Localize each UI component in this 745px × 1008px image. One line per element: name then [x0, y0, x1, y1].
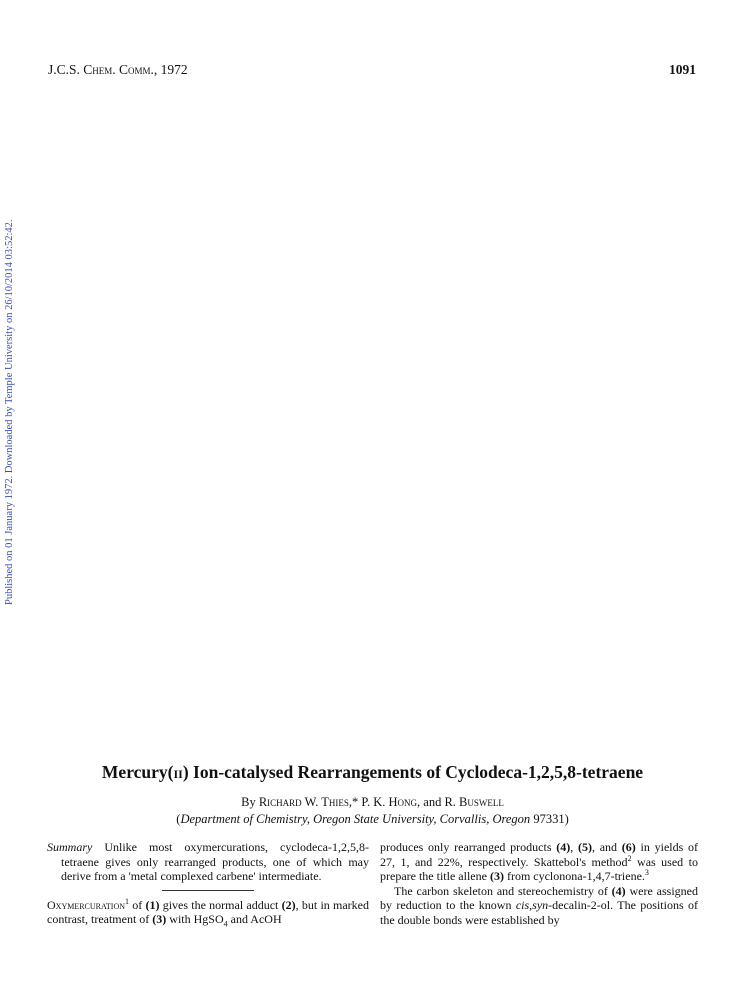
author-affiliation: (Department of Chemistry, Oregon State University, Corvallis, Oregon 97331): [176, 812, 569, 826]
section-divider: [162, 890, 254, 891]
body-paragraph: Oxymercuration$^1$ of (1) gives the normal adduct (2), but in marked contrast, treatment of (3) with HgSO$_4$ and AcOH: [47, 896, 369, 929]
left-column: [47, 840, 369, 932]
right-column: [380, 840, 698, 927]
body-paragraph: produces only rearranged products (4), (5), and (6) in yields of 27, 1, and 22%, respectively. Skattebol's method$^2$ was used to prepare the title allene (3) from cyclonona-1,4,7-triene.$^3$: [380, 840, 699, 883]
summary: Summary Unlike most oxymercurations, cyclodeca-1,2,5,8-tetraene gives only rearranged products, one of which may derive from a 'metal complexed carbene' intermediate.: [47, 840, 369, 883]
author-byline: By Richard W. Thies,* P. K. Hong, and R. Buswell: [241, 795, 504, 809]
download-watermark: Published on 01 January 1972. Downloaded by Temple University on 26/10/2014 03:52:42.: [4, 219, 15, 605]
body-paragraph: The carbon skeleton and stereochemistry of (4) were assigned by reduction to the known cis,syn-decalin-2-ol. The positions of the double bonds were established by: [380, 883, 699, 927]
running-header-journal: J.C.S. Chem. Comm., 1972: [48, 62, 188, 77]
article-title: Mercury(ii) Ion-catalysed Rearrangements of Cyclodeca-1,2,5,8-tetraene: [101, 762, 644, 782]
page-number: 1091: [669, 62, 696, 77]
